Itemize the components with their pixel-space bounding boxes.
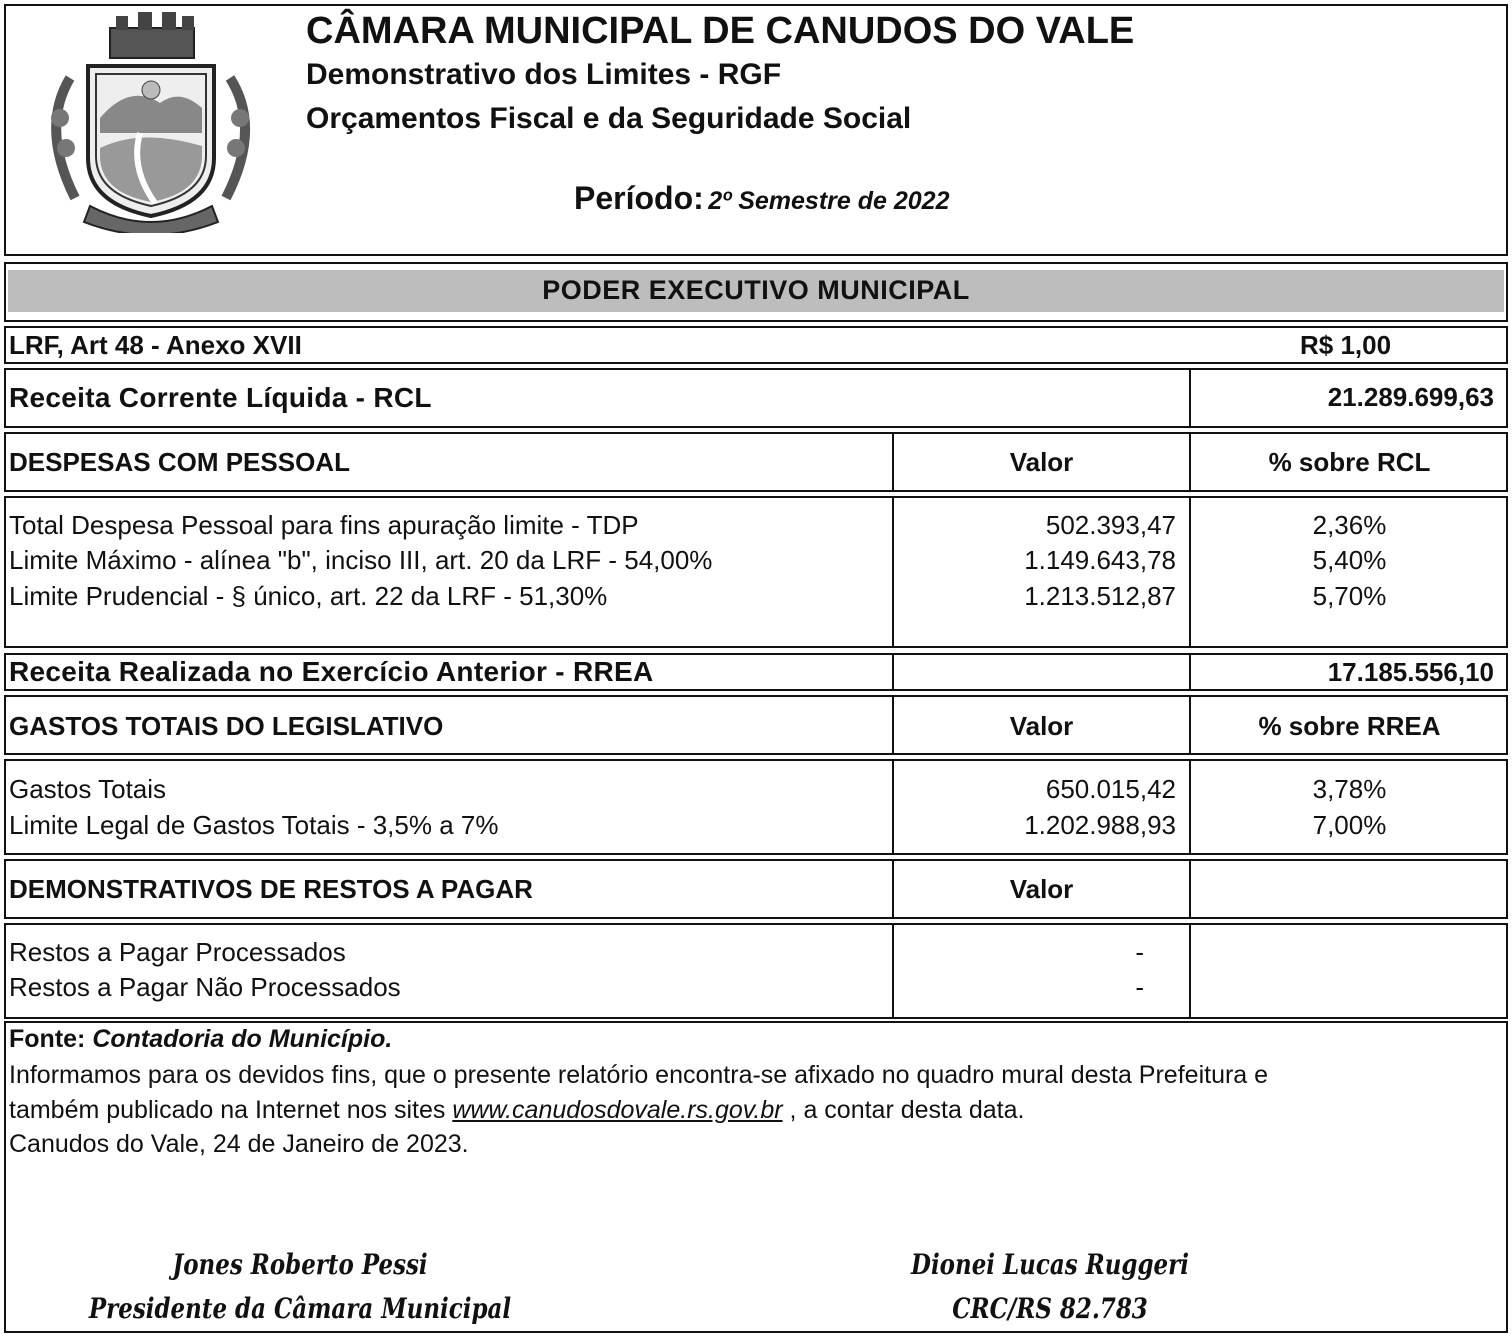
legislativo-heading: GASTOS TOTAIS DO LEGISLATIVO: [9, 711, 444, 741]
signature-2-role: CRC/RS 82.783: [952, 1292, 1148, 1325]
footer-line2-post: , a contar desta data.: [789, 1096, 1025, 1124]
restos-row-processados-label: Restos a Pagar Processados: [9, 937, 346, 967]
budget-subtitle: Orçamentos Fiscal e da Seguridade Social: [306, 102, 912, 135]
currency-unit: R$ 1,00: [1300, 330, 1392, 360]
rcl-label: Receita Corrente Líquida - RCL: [9, 382, 432, 413]
fonte-value: Contadoria do Município.: [92, 1025, 393, 1053]
signature-1-role: Presidente da Câmara Municipal: [88, 1292, 512, 1325]
period: [574, 180, 949, 217]
rrea-label: Receita Realizada no Exercício Anterior - RREA: [9, 656, 654, 687]
pessoal-heading: DESPESAS COM PESSOAL: [9, 447, 350, 477]
restos-row-nao-processados-valor: -: [1135, 972, 1144, 1002]
period-label: Período:: [574, 180, 704, 216]
legislativo-col-valor: Valor: [1009, 711, 1074, 741]
legislativo-row-limite-valor: 1.202.988,93: [1024, 810, 1176, 840]
site-link[interactable]: www.canudosdovale.rs.gov.br: [452, 1096, 783, 1124]
pessoal-col-valor: Valor: [1009, 447, 1074, 477]
band-title: PODER EXECUTIVO MUNICIPAL: [542, 275, 970, 305]
fonte: [9, 1025, 392, 1054]
rrea-value: 17.185.556,10: [1327, 657, 1494, 687]
legislativo-row-gastos-label: Gastos Totais: [9, 774, 167, 804]
coat-of-arms-icon: [30, 8, 270, 233]
restos-row-nao-processados-label: Restos a Pagar Não Processados: [9, 972, 401, 1002]
footer-line2: [9, 1096, 1024, 1125]
pessoal-row-tdp-pct: 2,36%: [1312, 510, 1387, 540]
legislativo-col-pct: % sobre RREA: [1258, 711, 1441, 741]
page-title: CÂMARA MUNICIPAL DE CANUDOS DO VALE: [306, 10, 1135, 52]
signature-2-name: Dionei Lucas Ruggeri: [911, 1248, 1189, 1281]
pessoal-row-tdp-label: Total Despesa Pessoal para fins apuração limite - TDP: [9, 510, 639, 540]
legal-ref: LRF, Art 48 - Anexo XVII: [9, 330, 302, 360]
legislativo-row-limite-pct: 7,00%: [1312, 810, 1387, 840]
pessoal-row-prud-valor: 1.213.512,87: [1024, 581, 1176, 611]
footer-line3: Canudos do Vale, 24 de Janeiro de 2023.: [9, 1130, 469, 1158]
restos-heading: DEMONSTRATIVOS DE RESTOS A PAGAR: [9, 874, 533, 904]
fonte-label: Fonte:: [9, 1025, 86, 1053]
rcl-value: 21.289.699,63: [1327, 382, 1494, 412]
signature-1-name: Jones Roberto Pessi: [172, 1248, 428, 1281]
restos-row-processados-valor: -: [1135, 937, 1144, 967]
pessoal-row-prud-pct: 5,70%: [1312, 581, 1387, 611]
restos-col-valor: Valor: [1009, 874, 1074, 904]
footer-line1: Informamos para os devidos fins, que o presente relatório encontra-se afixado no quadro mural desta Prefeitura e: [9, 1061, 1269, 1089]
footer-line2-pre: também publicado na Internet nos sites: [9, 1096, 446, 1124]
pessoal-row-max-label: Limite Máximo - alínea "b", inciso III, art. 20 da LRF - 54,00%: [9, 545, 713, 575]
legislativo-row-gastos-pct: 3,78%: [1312, 774, 1387, 804]
legislativo-row-gastos-valor: 650.015,42: [1045, 774, 1176, 804]
pessoal-row-prud-label: Limite Prudencial - § único, art. 22 da LRF - 51,30%: [9, 581, 608, 611]
pessoal-row-tdp-valor: 502.393,47: [1045, 510, 1176, 540]
legislativo-row-limite-label: Limite Legal de Gastos Totais - 3,5% a 7%: [9, 810, 499, 840]
report-subtitle: Demonstrativo dos Limites - RGF: [306, 58, 782, 91]
pessoal-row-max-pct: 5,40%: [1312, 545, 1387, 575]
period-value: 2º Semestre de 2022: [708, 187, 950, 215]
pessoal-col-pct: % sobre RCL: [1268, 447, 1431, 477]
pessoal-row-max-valor: 1.149.643,78: [1024, 545, 1176, 575]
